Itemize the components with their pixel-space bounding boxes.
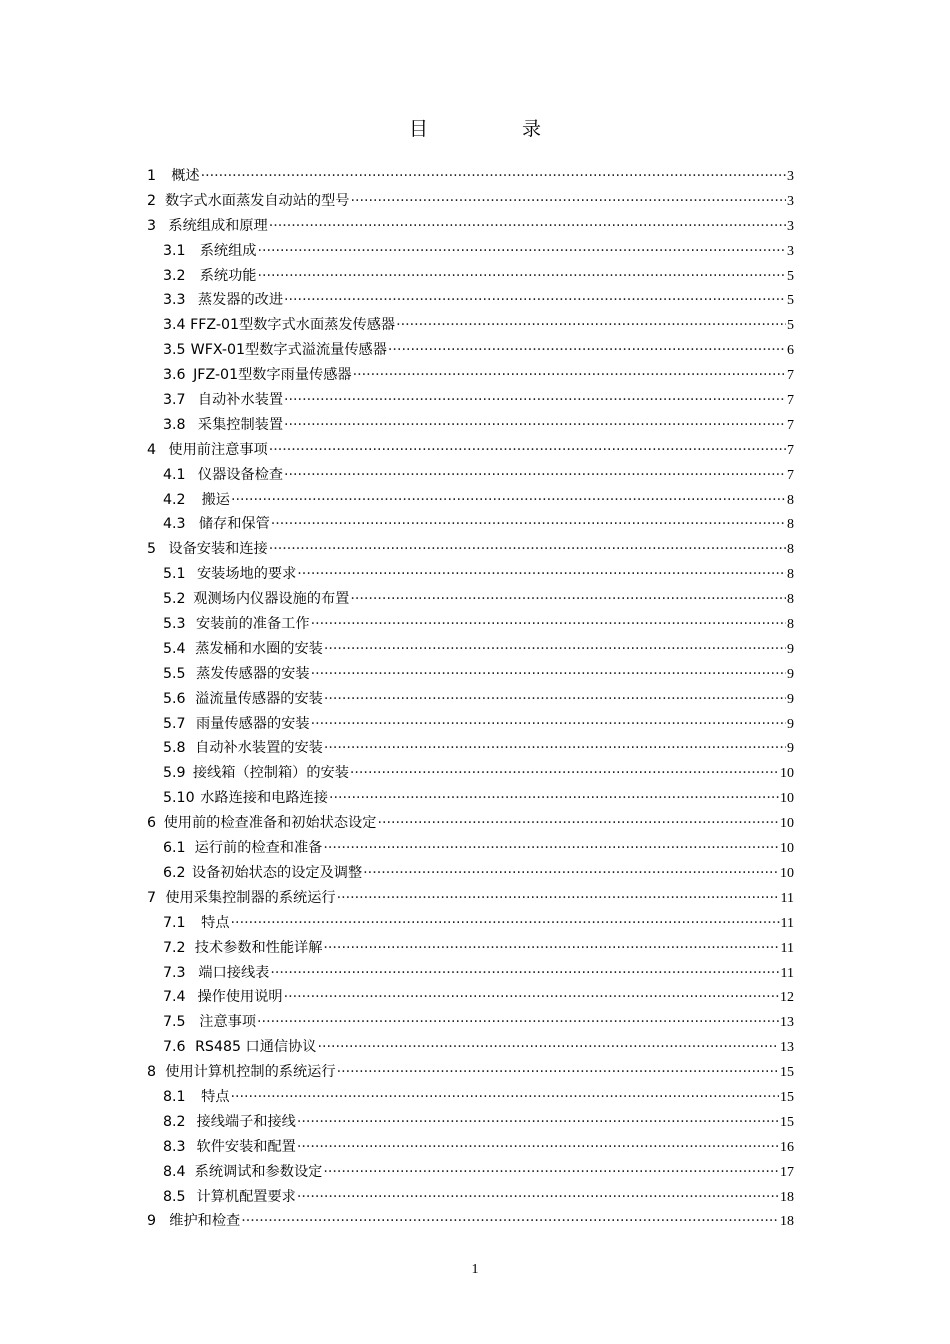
toc-entry-title: 特点 (201, 1088, 230, 1105)
dot-leader (201, 168, 786, 184)
toc-entry-title: 安装场地的要求 (196, 566, 297, 583)
toc-entry[interactable] (147, 812, 794, 837)
toc-entry-title: 水路连接和电路连接 (200, 790, 328, 807)
toc-entry-number: 3.2 (163, 267, 186, 284)
toc-entry-number: 5.10 (163, 790, 195, 807)
toc-entry-page: 8 (787, 617, 794, 633)
toc-entry-title: FFZ-01型数字式水面蒸发传感器 (190, 317, 396, 334)
toc-entry-title: 仪器设备检查 (197, 466, 284, 483)
toc-entry-title: 搬运 (201, 491, 230, 508)
page-number: 1 (471, 1262, 479, 1277)
toc-entry-page: 12 (780, 990, 794, 1006)
toc-entry-number: 7.2 (163, 939, 186, 956)
toc-entry-title: 计算机配置要求 (196, 1188, 296, 1205)
toc-entry-page: 11 (780, 940, 794, 956)
dot-leader (284, 292, 786, 308)
toc-entry-page: 18 (780, 1189, 794, 1205)
toc-entry-page: 10 (780, 841, 794, 857)
toc-entry-title: 观测场内仪器设施的布置 (193, 591, 350, 608)
toc-entry-number: 5.9 (163, 765, 186, 782)
dot-leader (284, 417, 786, 433)
toc-entry-title: 数字式水面蒸发自动站的型号 (165, 192, 350, 209)
dot-leader (329, 790, 779, 806)
toc-entry-page: 5 (787, 268, 794, 284)
toc-entry[interactable] (147, 837, 794, 862)
toc-entry-number: 7.3 (163, 964, 186, 981)
toc-entry[interactable] (147, 1011, 794, 1036)
toc-entry[interactable] (147, 663, 794, 688)
dot-leader (324, 740, 786, 756)
dot-leader (311, 716, 786, 732)
toc-entry[interactable] (147, 215, 794, 240)
toc-entry[interactable] (147, 588, 794, 613)
toc-entry-number: 8.3 (163, 1138, 186, 1155)
toc-entry[interactable] (147, 1061, 794, 1086)
toc-entry-page: 7 (787, 393, 794, 409)
toc-entry-number: 2 (147, 192, 157, 209)
toc-entry[interactable] (147, 688, 794, 713)
dot-leader (324, 641, 786, 657)
toc-entry[interactable] (147, 912, 794, 937)
toc-entry-page: 7 (787, 442, 794, 458)
toc-entry[interactable] (147, 563, 794, 588)
toc-entry-number: 5.8 (163, 740, 186, 757)
toc-entry-page: 9 (787, 691, 794, 707)
toc-entry[interactable] (147, 986, 794, 1011)
toc-entry-title: RS485 口通信协议 (195, 1039, 317, 1056)
dot-leader (284, 467, 786, 483)
toc-entry[interactable] (147, 538, 794, 563)
dot-leader (396, 317, 786, 333)
toc-entry[interactable] (147, 339, 794, 364)
toc-entry-number: 3.7 (163, 392, 186, 409)
dot-leader (311, 616, 786, 632)
toc-entry-number: 4.2 (163, 491, 186, 508)
toc-entry[interactable] (147, 862, 794, 887)
dot-leader (257, 1014, 779, 1030)
toc-entry-page: 15 (780, 1089, 794, 1105)
dot-leader (337, 890, 780, 906)
toc-entry-title: 使用计算机控制的系统运行 (165, 1064, 336, 1081)
toc-entry[interactable] (147, 464, 794, 489)
toc-entry-number: 6 (147, 815, 157, 832)
dot-leader (350, 193, 786, 209)
toc-entry-page: 8 (787, 567, 794, 583)
dot-leader (269, 218, 786, 234)
table-of-contents (147, 165, 794, 1235)
toc-entry-page: 3 (787, 243, 794, 259)
toc-entry-number: 7.4 (163, 989, 186, 1006)
toc-entry-page: 9 (787, 666, 794, 682)
toc-entry-title: 概述 (171, 168, 200, 184)
toc-entry-title: 操作使用说明 (197, 989, 283, 1006)
toc-entry[interactable] (147, 1036, 794, 1061)
dot-leader (269, 541, 786, 557)
toc-entry[interactable] (147, 314, 794, 339)
dot-leader (258, 243, 787, 259)
dot-leader (284, 392, 786, 408)
dot-leader (231, 1089, 779, 1105)
toc-entry-title: 采集控制装置 (197, 416, 284, 433)
dot-leader (231, 915, 780, 931)
toc-entry[interactable] (147, 165, 794, 190)
toc-entry-number: 3.1 (163, 242, 186, 259)
toc-entry-page: 5 (787, 293, 794, 309)
toc-entry-page: 7 (787, 417, 794, 433)
dot-leader (297, 1189, 779, 1205)
toc-entry[interactable] (147, 737, 794, 762)
dot-leader (377, 815, 779, 831)
toc-entry-title: 端口接线表 (198, 964, 270, 981)
toc-entry[interactable] (147, 389, 794, 414)
toc-entry-title: 软件安装和配置 (196, 1138, 296, 1155)
toc-entry-title: 安装前的准备工作 (196, 616, 310, 633)
dot-leader (241, 1213, 779, 1229)
toc-entry-title: 自动补水装置的安装 (195, 740, 323, 757)
toc-entry-title: 蒸发传感器的安装 (196, 665, 310, 682)
toc-entry-number: 3.8 (163, 416, 186, 433)
toc-entry-page: 11 (780, 890, 794, 906)
toc-entry[interactable] (147, 1136, 794, 1161)
toc-entry[interactable] (147, 439, 794, 464)
toc-entry-number: 9 (147, 1213, 157, 1230)
toc-entry-title: WFX-01型数字式溢流量传感器 (190, 342, 387, 359)
toc-entry-page: 3 (787, 193, 794, 209)
toc-entry[interactable] (147, 638, 794, 663)
dot-leader (297, 1114, 779, 1130)
toc-entry-page: 3 (787, 169, 794, 184)
toc-entry-number: 4 (147, 441, 157, 458)
toc-entry-title: 雨量传感器的安装 (196, 715, 310, 732)
toc-entry-title: 储存和保管 (198, 516, 270, 533)
toc-entry-number: 3.6 (163, 367, 186, 384)
toc-entry[interactable] (147, 1086, 794, 1111)
toc-entry-page: 13 (780, 1040, 794, 1056)
toc-entry-number: 7.6 (163, 1039, 186, 1056)
toc-entry-page: 6 (787, 343, 794, 359)
toc-entry-page: 16 (780, 1139, 794, 1155)
dot-leader (353, 367, 786, 383)
toc-entry-number: 3 (147, 217, 157, 234)
toc-entry[interactable] (147, 364, 794, 389)
toc-entry-title: 运行前的检查和准备 (194, 840, 323, 857)
toc-entry-title: 维护和检查 (169, 1213, 241, 1230)
toc-entry[interactable] (147, 1161, 794, 1186)
toc-entry-title: 溢流量传感器的安装 (195, 690, 323, 707)
toc-entry-page: 7 (787, 368, 794, 384)
toc-entry[interactable] (147, 414, 794, 439)
toc-entry-title: 蒸发器的改进 (197, 292, 284, 309)
toc-entry-title: 系统功能 (199, 267, 257, 284)
toc-entry[interactable] (147, 289, 794, 314)
toc-entry-number: 8.4 (163, 1163, 186, 1180)
dot-leader (363, 865, 779, 881)
toc-entry[interactable] (147, 713, 794, 738)
toc-entry-title: 使用采集控制器的系统运行 (165, 889, 336, 906)
toc-entry-number: 5.1 (163, 566, 186, 583)
dot-leader (258, 268, 787, 284)
toc-entry-number: 3.4 (163, 317, 186, 334)
toc-entry-page: 5 (787, 318, 794, 334)
toc-entry-number: 1 (147, 168, 157, 184)
dot-leader (297, 566, 786, 582)
toc-entry-page: 10 (780, 791, 794, 807)
toc-entry-page: 7 (787, 467, 794, 483)
toc-entry-number: 8.1 (163, 1088, 186, 1105)
toc-entry-title: 系统调试和参数设定 (194, 1163, 323, 1180)
toc-entry-title: 技术参数和性能详解 (194, 939, 323, 956)
dot-leader (323, 940, 779, 956)
toc-entry-title: 注意事项 (199, 1014, 257, 1031)
toc-entry-title: 系统组成和原理 (168, 217, 268, 234)
dot-leader (269, 442, 786, 458)
toc-entry-page: 8 (787, 517, 794, 533)
toc-entry[interactable] (147, 1186, 794, 1211)
toc-entry-page: 8 (787, 592, 794, 608)
dot-leader (323, 1164, 779, 1180)
toc-entry-title: 设备安装和连接 (168, 541, 268, 558)
toc-entry-page: 9 (787, 741, 794, 757)
dot-leader (350, 765, 779, 781)
toc-entry-title: 设备初始状态的设定及调整 (191, 864, 363, 881)
toc-entry-title: 自动补水装置 (197, 392, 284, 409)
toc-entry[interactable] (147, 240, 794, 265)
dot-leader (317, 1039, 779, 1055)
toc-entry-page: 10 (780, 865, 794, 881)
dot-leader (297, 1139, 779, 1155)
toc-entry[interactable] (147, 762, 794, 787)
toc-entry[interactable] (147, 787, 794, 812)
toc-entry-title: 系统组成 (199, 242, 257, 259)
toc-entry-page: 13 (780, 1015, 794, 1031)
dot-leader (284, 989, 779, 1005)
toc-entry[interactable] (147, 962, 794, 987)
toc-entry-page: 10 (780, 766, 794, 782)
toc-entry-page: 9 (787, 716, 794, 732)
toc-entry-number: 8.2 (163, 1113, 186, 1130)
toc-entry-page: 17 (780, 1164, 794, 1180)
toc-entry[interactable] (147, 265, 794, 290)
toc-entry-number: 4.1 (163, 466, 186, 483)
dot-leader (324, 691, 786, 707)
toc-entry-number: 8.5 (163, 1188, 186, 1205)
toc-entry-number: 4.3 (163, 516, 186, 533)
toc-entry-title: 使用前注意事项 (168, 441, 268, 458)
toc-entry-number: 7 (147, 889, 157, 906)
toc-entry-page: 8 (787, 542, 794, 558)
toc-entry-number: 5.6 (163, 690, 186, 707)
toc-entry-title: 接线端子和接线 (196, 1113, 296, 1130)
toc-entry[interactable] (147, 937, 794, 962)
toc-entry-page: 15 (780, 1065, 794, 1081)
toc-entry-number: 7.5 (163, 1014, 186, 1031)
toc-entry-page: 15 (780, 1114, 794, 1130)
toc-entry-number: 5.5 (163, 665, 186, 682)
dot-leader (270, 965, 779, 981)
toc-entry-number: 8 (147, 1064, 157, 1081)
toc-entry-title: 接线箱（控制箱）的安装 (192, 765, 349, 782)
toc-entry[interactable] (147, 489, 794, 514)
toc-entry-number: 3.3 (163, 292, 186, 309)
toc-entry[interactable] (147, 513, 794, 538)
toc-entry-number: 5.3 (163, 616, 186, 633)
toc-entry[interactable] (147, 190, 794, 215)
toc-entry-number: 5.7 (163, 715, 186, 732)
dot-leader (350, 591, 786, 607)
toc-entry-page: 3 (787, 218, 794, 234)
toc-entry-page: 11 (780, 965, 794, 981)
toc-entry-number: 5 (147, 541, 157, 558)
toc-entry-number: 7.1 (163, 914, 186, 931)
dot-leader (311, 666, 786, 682)
toc-entry-page: 11 (780, 915, 794, 931)
toc-entry-number: 6.2 (163, 864, 186, 881)
toc-entry-number: 3.5 (163, 342, 186, 359)
toc-entry-title: 使用前的检查准备和初始状态设定 (163, 815, 377, 832)
toc-entry-title: 蒸发桶和水圈的安装 (195, 640, 323, 657)
dot-leader (323, 840, 779, 856)
dot-leader (337, 1064, 779, 1080)
toc-entry-title: 特点 (201, 914, 230, 931)
toc-entry[interactable] (147, 613, 794, 638)
toc-entry[interactable] (147, 1111, 794, 1136)
toc-entry-number: 5.4 (163, 640, 186, 657)
toc-entry-page: 10 (780, 816, 794, 832)
toc-entry-number: 5.2 (163, 591, 186, 608)
toc-entry[interactable] (147, 1210, 794, 1235)
dot-leader (271, 516, 786, 532)
dot-leader (231, 492, 786, 508)
toc-entry-number: 6.1 (163, 840, 186, 857)
dot-leader (388, 342, 786, 358)
toc-entry-page: 18 (780, 1214, 794, 1230)
toc-entry-page: 9 (787, 641, 794, 657)
toc-title: 目 录 (408, 118, 586, 140)
toc-entry-page: 8 (787, 492, 794, 508)
toc-entry[interactable] (147, 887, 794, 912)
toc-entry-title: JFZ-01型数字雨量传感器 (193, 367, 352, 384)
